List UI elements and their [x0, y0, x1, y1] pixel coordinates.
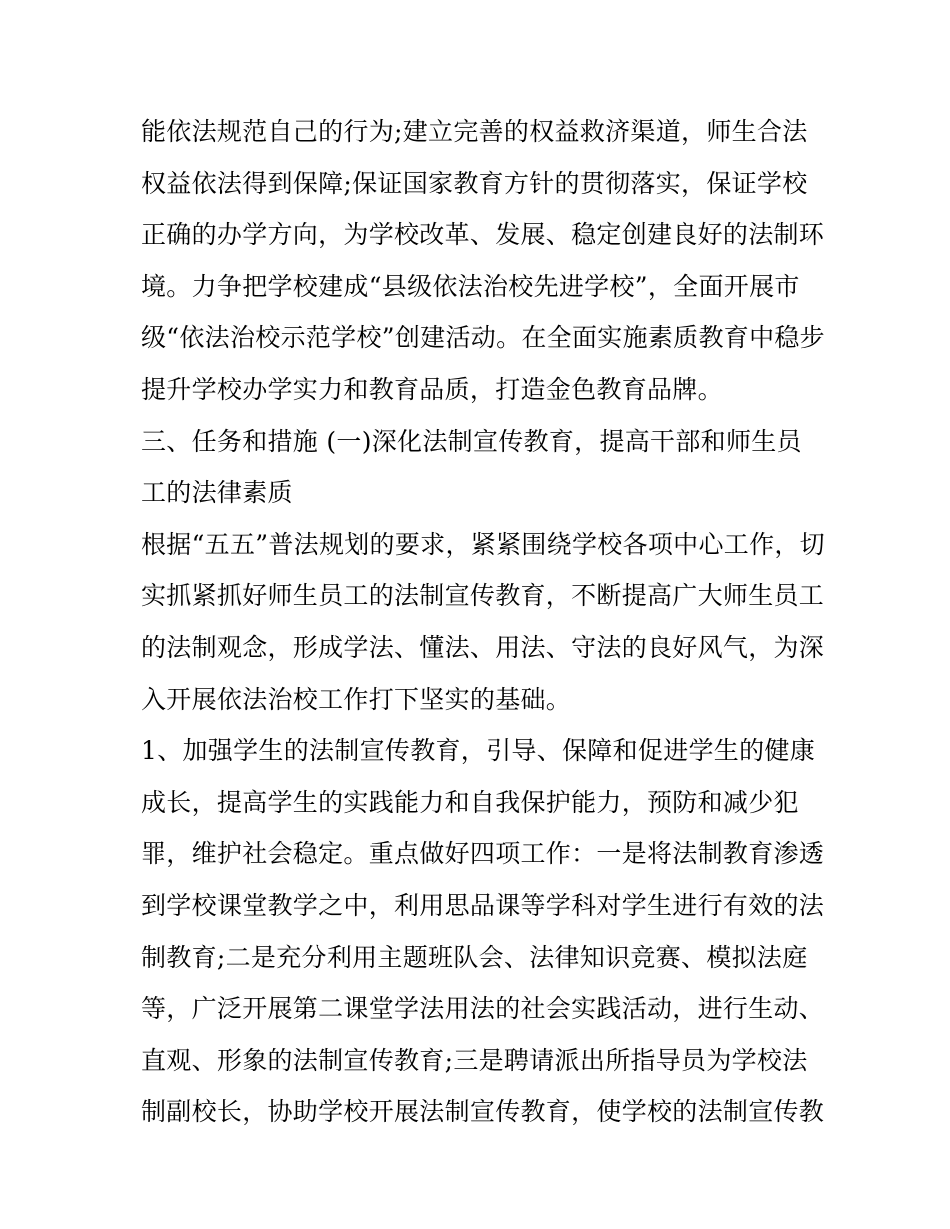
text-line: 到学校课堂教学之中，利用思品课等学科对学生进行有效的法	[141, 890, 825, 920]
text-line: 权益依法得到保障;保证国家教育方针的贯彻落实，保证学校	[141, 168, 808, 198]
section-heading-line: 工的法律素质	[141, 478, 293, 508]
numbered-item-line: 1、加强学生的法制宣传教育，引导、保障和促进学生的健康	[141, 736, 816, 766]
text-line: 等，广泛开展第二课堂学法用法的社会实践活动，进行生动、	[141, 994, 825, 1024]
text-line: 正确的办学方向，为学校改革、发展、稳定创建良好的法制环	[141, 220, 825, 250]
text-line: 能依法规范自己的行为;建立完善的权益救济渠道，师生合法	[141, 117, 808, 146]
text-line: 提升学校办学实力和教育品质，打造金色教育品牌。	[141, 374, 723, 404]
text-line: 根据“五五”普法规划的要求，紧紧围绕学校各项中心工作，切	[141, 529, 825, 559]
text-line: 实抓紧抓好师生员工的法制宣传教育，不断提高广大师生员工	[141, 581, 825, 611]
section-heading-line: 三、任务和措施 (一)深化法制宣传教育，提高干部和师生员	[141, 426, 802, 456]
text-line: 制教育;二是充分利用主题班队会、法律知识竞赛、模拟法庭	[141, 942, 808, 972]
text-line: 入开展依法治校工作打下坚实的基础。	[141, 684, 572, 714]
text-line: 级“依法治校示范学校”创建活动。在全面实施素质教育中稳步	[141, 323, 825, 353]
text-line: 制副校长，协助学校开展法制宣传教育，使学校的法制宣传教	[141, 1097, 825, 1127]
document-body	[141, 106, 825, 1138]
text-line: 的法制观念，形成学法、懂法、用法、守法的良好风气，为深	[141, 632, 825, 662]
text-line: 境。力争把学校建成“县级依法治校先进学校”，全面开展市	[141, 271, 800, 301]
text-line: 成长，提高学生的实践能力和自我保护能力，预防和减少犯	[141, 787, 799, 817]
text-line: 直观、形象的法制宣传教育;三是聘请派出所指导员为学校法	[141, 1045, 808, 1075]
text-line: 罪，维护社会稳定。重点做好四项工作：一是将法制教育渗透	[141, 839, 825, 869]
